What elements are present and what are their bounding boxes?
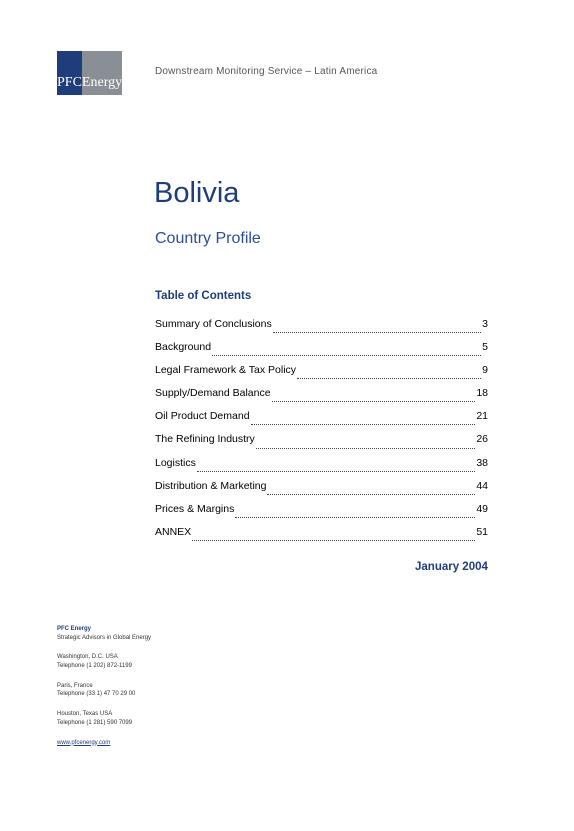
page-title: Bolivia	[154, 177, 240, 209]
office-city: Paris, France	[57, 682, 93, 689]
service-name: Downstream Monitoring Service – Latin America	[155, 66, 378, 77]
toc-leader-dots	[273, 332, 481, 333]
page-subtitle: Country Profile	[155, 230, 261, 247]
toc-leader-dots	[297, 378, 481, 379]
toc-leader-dots	[192, 540, 475, 541]
footer-tagline: Strategic Advisors in Global Energy	[57, 634, 152, 641]
toc-leader-dots	[267, 494, 475, 495]
publication-date: January 2004	[415, 561, 488, 573]
footer-company: PFC Energy	[57, 626, 92, 632]
toc-entry-page: 21	[476, 410, 488, 423]
office-block	[57, 682, 151, 699]
logo-pfc-text: PFC	[57, 75, 82, 90]
office-phone: Telephone (33 1) 47 70 29 00	[57, 691, 136, 698]
office-phone: Telephone (1 202) 872-1199	[57, 663, 132, 670]
logo-swoosh-icon	[122, 51, 147, 95]
toc-entry[interactable]	[155, 457, 488, 480]
toc-leader-dots	[212, 355, 481, 356]
toc-entry-page: 3	[482, 318, 488, 330]
toc-leader-dots	[272, 401, 476, 402]
toc-entry-page: 44	[476, 479, 488, 492]
toc-entry-page: 18	[476, 387, 488, 400]
toc-entry-page: 5	[482, 341, 488, 354]
toc-entry-page: 51	[476, 525, 488, 538]
toc-entry-label: Prices & Margins	[155, 502, 235, 515]
toc-entry[interactable]	[155, 480, 488, 503]
footer	[57, 625, 151, 747]
toc-entry-label: Logistics	[155, 456, 196, 469]
toc-leader-dots	[251, 424, 476, 425]
table-of-contents	[155, 318, 488, 549]
office-phone: Telephone (1 281) 590 7099	[57, 719, 133, 726]
toc-entry-label: The Refining Industry	[155, 433, 255, 446]
toc-entry-page: 49	[476, 502, 488, 515]
logo-pfc-block	[57, 51, 82, 95]
toc-entry-label: ANNEX	[155, 525, 192, 538]
toc-entry-page: 9	[482, 364, 488, 377]
toc-entry[interactable]	[155, 433, 488, 456]
toc-entry-label: Legal Framework & Tax Policy	[155, 364, 297, 377]
toc-leader-dots	[197, 471, 475, 472]
toc-entry-page: 26	[476, 433, 488, 446]
toc-leader-dots	[256, 448, 476, 449]
toc-heading: Table of Contents	[155, 290, 252, 302]
toc-entry-label: Supply/Demand Balance	[155, 387, 271, 400]
pfc-energy-logo	[57, 51, 147, 95]
toc-entry[interactable]	[155, 526, 488, 549]
toc-entry[interactable]	[155, 387, 488, 410]
toc-entry-page: 38	[476, 456, 488, 469]
toc-entry-label: Summary of Conclusions	[155, 318, 272, 330]
logo-energy-block	[82, 51, 122, 95]
toc-entry[interactable]	[155, 341, 488, 364]
website-link[interactable]: www.pfcenergy.com	[57, 739, 111, 746]
toc-leader-dots	[235, 517, 475, 518]
toc-entry[interactable]	[155, 318, 488, 341]
office-block	[57, 653, 151, 670]
office-city: Houston, Texas USA	[57, 711, 113, 718]
toc-entry-label: Oil Product Demand	[155, 410, 250, 423]
toc-entry[interactable]	[155, 364, 488, 387]
toc-entry[interactable]	[155, 410, 488, 433]
office-city: Washington, D.C. USA	[57, 654, 118, 661]
toc-entry[interactable]	[155, 503, 488, 526]
toc-entry-label: Distribution & Marketing	[155, 479, 267, 492]
logo-energy-text: Energy	[81, 75, 123, 90]
office-block	[57, 710, 151, 727]
toc-entry-label: Background	[155, 341, 212, 354]
